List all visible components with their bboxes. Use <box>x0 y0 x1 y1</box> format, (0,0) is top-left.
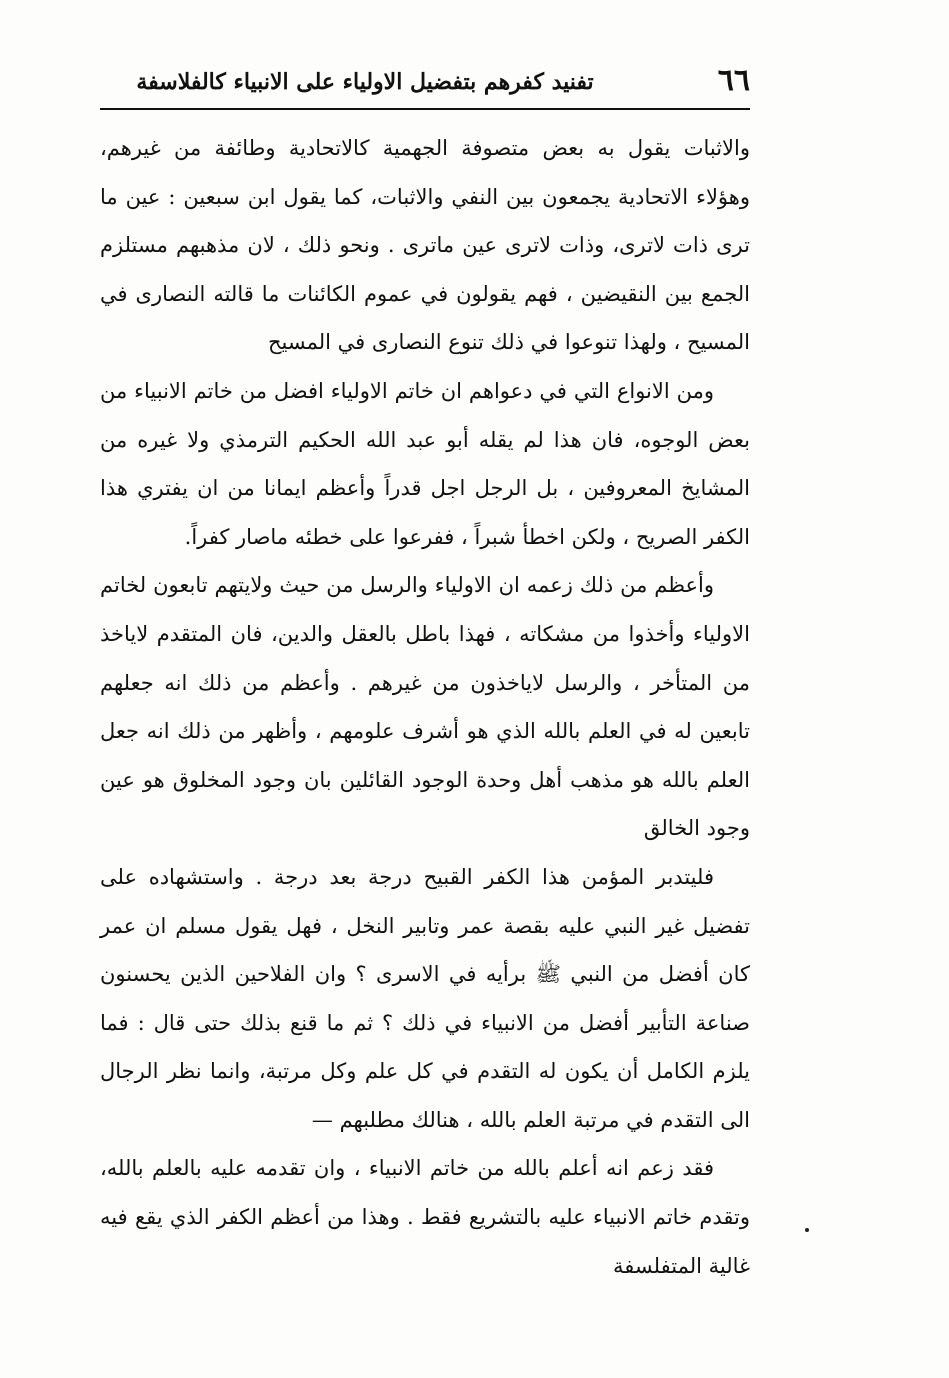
body-text <box>100 124 750 1290</box>
paragraph: وأعظم من ذلك زعمه ان الاولياء والرسل من حيث ولايتهم تابعون لخاتم الاولياء وأخذوا من مشكاته ، فهذا باطل بالعقل والدين، فان المتقدم لاياخذ من المتأخر ، والرسل لاياخذون من غيرهم . وأعظم من ذلك انه جعلهم تابعين له في العلم بالله الذي هو أشرف علومهم ، وأظهر من ذلك انه جعل العلم بالله هو مذهب أهل وحدة الوجود القائلين بان وجود المخلوق هو عين وجود الخالق <box>100 573 750 841</box>
paragraph: والاثبات يقول به بعض متصوفة الجهمية كالاتحادية وطائفة من غيرهم، وهؤلاء الاتحادية يجمعون بين النفي والاثبات، كما يقول ابن سبعين : عين ما ترى ذات لاترى، وذات لاترى عين ماترى . ونحو ذلك ، لان مذهبهم مستلزم الجمع بين النقيضين ، فهم يقولون في عموم الكائنات ما قالته النصارى في المسيح ، ولهذا تنوعوا في ذلك تنوع النصارى في المسيح <box>100 136 750 355</box>
running-title: تفنيد كفرهم بتفضيل الاولياء على الانبياء كالفلاسفة <box>136 69 594 95</box>
page-number: ٦٦ <box>717 63 750 98</box>
page-header <box>100 58 750 108</box>
header-rule <box>100 108 750 110</box>
ink-speck <box>805 1228 809 1232</box>
paragraph: ومن الانواع التي في دعواهم ان خاتم الاولياء افضل من خاتم الانبياء من بعض الوجوه، فان هذا لم يقله أبو عبد الله الحكيم الترمذي ولا غيره من المشايخ المعروفين ، بل الرجل اجل قدراً وأعظم ايمانا من ان يفتري هذا الكفر الصريح ، ولكن اخطأ شبراً ، ففرعوا على خطئه ماصار كفراً. <box>100 378 750 549</box>
paragraph: فليتدبر المؤمن هذا الكفر القبيح درجة بعد درجة . واستشهاده على تفضيل غير النبي عليه بقصة عمر وتابير النخل ، فهل يقول مسلم ان عمر كان أفضل من النبي ﷺ برأيه في الاسرى ؟ وان الفلاحين الذين يحسنون صناعة التأبير أفضل من الانبياء في ذلك ؟ ثم ما قنع بذلك حتى قال : فما يلزم الكامل أن يكون له التقدم في كل علم وكل مرتبة، وانما نظر الرجال الى التقدم في مرتبة العلم بالله ، هنالك مطلبهم — <box>100 864 750 1132</box>
paragraph: فقد زعم انه أعلم بالله من خاتم الانبياء ، وان تقدمه عليه بالعلم بالله، وتقدم خاتم الانبياء عليه بالتشريع فقط . وهذا من أعظم الكفر الذي يقع فيه غالية المتفلسفة <box>100 1156 750 1278</box>
